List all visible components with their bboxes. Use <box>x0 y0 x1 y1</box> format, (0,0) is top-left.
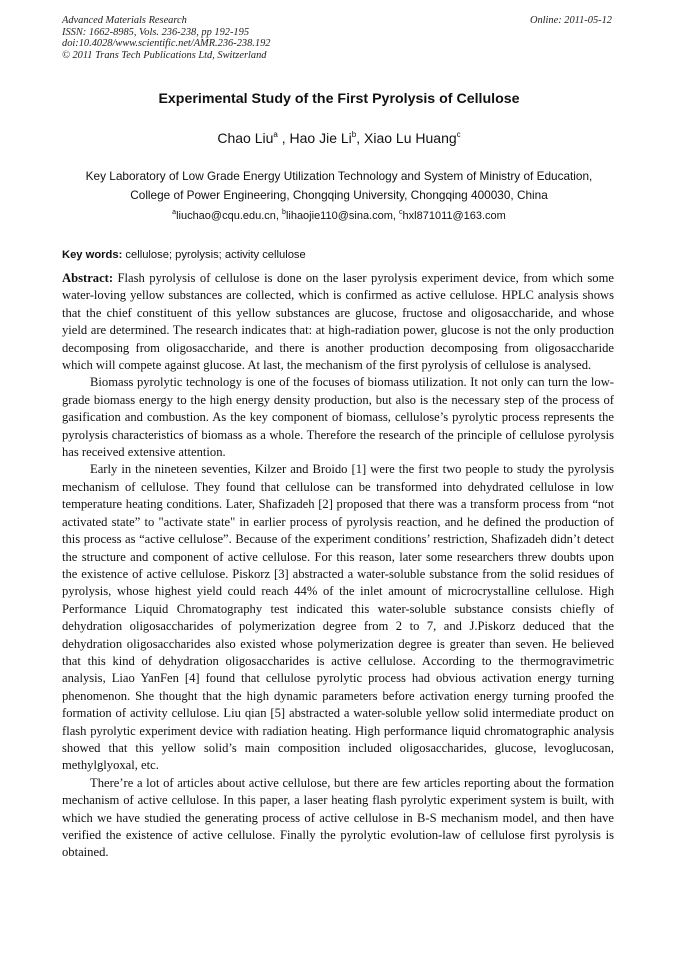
email-mark: a <box>172 209 177 216</box>
journal-name: Advanced Materials Research <box>62 15 187 26</box>
abstract-paragraph <box>62 270 614 374</box>
body-text <box>62 270 614 862</box>
body-paragraph: There’re a lot of articles about active cellulose, but there are few articles reporting about the formation mechanism of active cellulose. In this paper, a laser heating flash pyrolytic experiment system is built, with which we have studied the generating process of active cellulose in B-S mechanism model, and then have verified the existence of active cellulose. Finally the pyrolytic evolution-law of cellulose first pyrolysis is obtained. <box>62 775 614 860</box>
body-paragraph: Biomass pyrolytic technology is one of the focuses of biomass utilization. It not only can turn the low-grade biomass energy to the high energy density production, but also is the necessary step of the process of gasification and combustion. As the key component of biomass, cellulose’s pyrolytic process represents the pyrolysis characteristics of biomass as a whole. Therefore the research of the principle of cellulose pyrolysis has received extensive attention. <box>62 375 614 460</box>
author-separator: , <box>356 130 365 146</box>
author-list <box>0 130 678 146</box>
author-mark: c <box>456 130 461 139</box>
online-date: Online: 2011-05-12 <box>529 15 612 26</box>
author-name: Hao Jie Li <box>289 130 352 146</box>
paper-title: Experimental Study of the First Pyrolysis of Cellulose <box>158 91 520 107</box>
doi-line: doi:10.4028/www.scientific.net/AMR.236-238.192 <box>62 38 271 49</box>
issn-line: ISSN: 1662-8985, Vols. 236-238, pp 192-195 <box>62 26 250 38</box>
email-mark: c <box>399 209 403 216</box>
author-name: Chao Liu <box>217 130 274 146</box>
author-mark: a <box>273 130 278 139</box>
keywords-label: Key words: <box>62 249 123 261</box>
affiliation <box>40 167 638 205</box>
body-paragraph: Early in the nineteen seventies, Kilzer and Broido [1] were the first two people to study the pyrolysis mechanism of cellulose. They found that cellulose can be transformed into dehydrated cellulose in low temperature heating conditions. Later, Shafizadeh [2] proposed that there was a transform process from “not activated state” to "activate state" in earlier process of pyrolysis reaction, and he defined the production of this process as “active cellulose”. Because of the experiment conditions’ restriction, Shafizadeh didn’t detect the structure and component of active cellulose. For this reason, later some researchers threw doubts upon the existence of active cellulose. Piskorz [3] abstracted a water-soluble substance from the solid residues of pyrolysis, whose highest yield could reach 44% of the inlet amount of microcrystalline cellulose. High Performance Liquid Chromatography test indicated this water-soluble substance consists chiefly of dehydration oligosaccharides of polymerization degree from 2 to 7, and J.Piskorz deduced that the dehydration oligosaccharides also existed whose polymerization degree is greater than seven. He believed that this kind of dehydration oligosaccharides is active cellulose. According to the thermogravimetric analysis, Liao YanFen [4] found that cellulose pyrolytic process had obvious activation energy turning phenomenon. She thought that the high dynamic parameters before activation energy turning proofed the formation of activity cellulose. Liu qian [5] abstracted a water-soluble yellow solid intermediate product on flash pyrolytic experiment device with radiation heating. High performance liquid chromatographic analysis showed that this yellow solid’s main composition included oligosaccharides, glucose, levoglucosan, methylglyoxal, etc. <box>62 462 614 773</box>
email-list: $^a$liuchao@cqu.edu.cn, $^b$lihaojie110@sina.com, $^c$hxl871011@163.com <box>172 209 506 222</box>
author-mark: b <box>351 130 357 139</box>
abstract-text: Flash pyrolysis of cellulose is done on the laser pyrolysis experiment device, from which some water-loving yellow substances are collected, which is confirmed as active cellulose. HPLC analysis shows that the chief constituent of this yellow substances are glucose, fructose and oligosaccharide, and whose yield are determined. The research indicates that: at high-radiation power, glucose is not the only production decomposing from oligosaccharide, and there is another production decomposing from oligosaccharide which will compete against glucose. At last, the mechanism of the first pyrolysis of cellulose is analysed. <box>62 271 614 373</box>
author-separator: , <box>281 130 290 146</box>
journal-header <box>62 15 270 61</box>
author-name: Xiao Lu Huang <box>364 130 457 146</box>
affiliation-line: Key Laboratory of Low Grade Energy Utilization Technology and System of Ministry of Education, <box>85 169 593 183</box>
email-mark: b <box>282 209 286 216</box>
abstract-label: Abstract: <box>62 271 114 285</box>
email-link[interactable]: hxl871011@163.com <box>402 210 506 222</box>
copyright-line: © 2011 Trans Tech Publications Ltd, Switzerland <box>62 49 267 61</box>
email-link[interactable]: liuchao@cqu.edu.cn <box>176 210 276 222</box>
keywords-line <box>62 249 306 261</box>
affiliation-line: College of Power Engineering, Chongqing University, Chongqing 400030, China <box>130 188 548 202</box>
keywords-text: cellulose; pyrolysis; activity cellulose <box>125 249 306 261</box>
email-link[interactable]: lihaojie110@sina.com <box>285 210 393 222</box>
